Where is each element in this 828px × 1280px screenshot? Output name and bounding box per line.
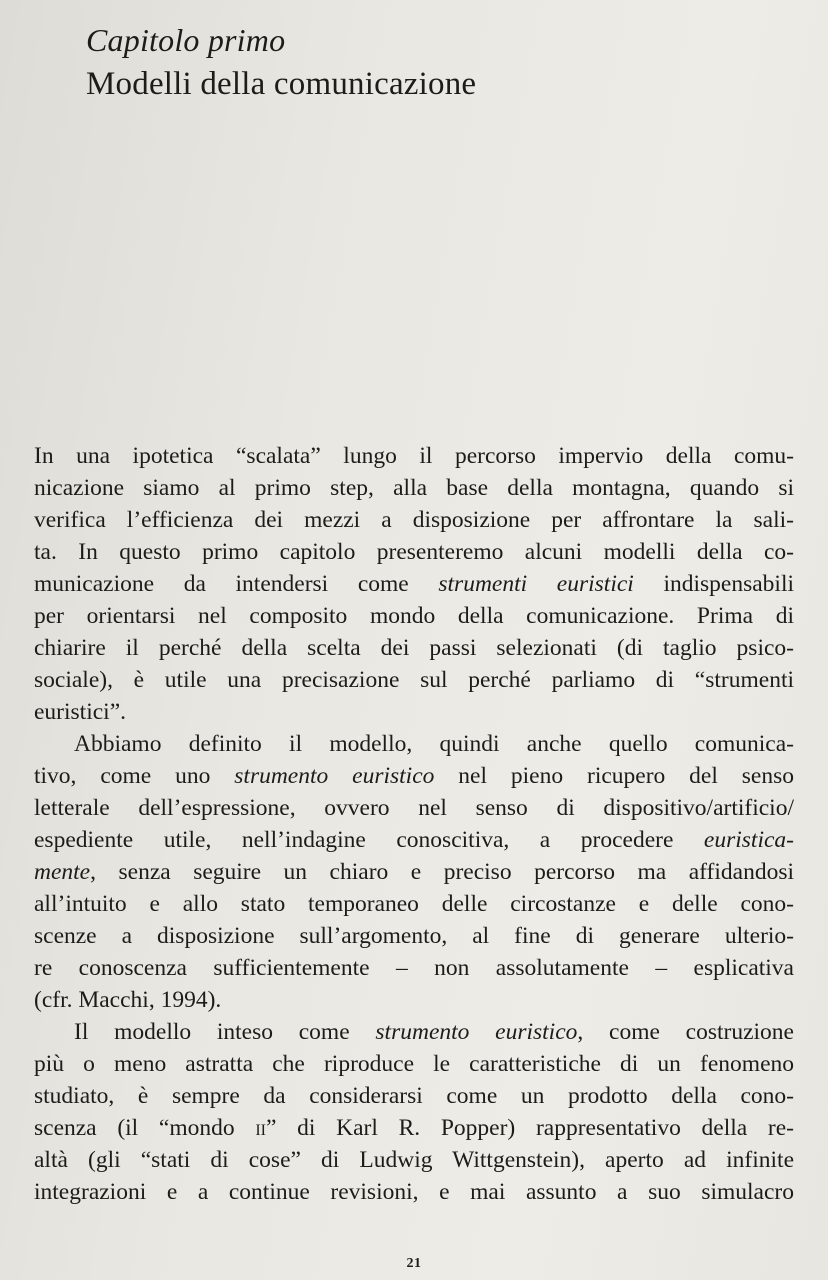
roman-numeral: ii bbox=[255, 1115, 266, 1141]
paragraph-2-line-3: letterale dell’espressione, ovvero nel senso di dispositivo/artificio/ bbox=[34, 795, 794, 821]
paragraph-1-line-4: ta. In questo primo capitolo presenteremo alcuni modelli della co- bbox=[34, 539, 794, 565]
paragraph-3-line-6: integrazioni e a continue revisioni, e mai assunto a suo simulacro bbox=[34, 1179, 794, 1205]
paragraph-2-line-6: all’intuito e allo stato temporaneo delle circostanze e delle cono- bbox=[34, 891, 794, 917]
page-number: 21 bbox=[406, 1256, 422, 1271]
italic-term: strumenti euristici bbox=[438, 571, 634, 597]
paragraph-1-line-8: sociale), è utile una precisazione sul perché parliamo di “strumenti bbox=[34, 667, 794, 693]
paragraph-3-line-5: altà (gli “stati di cose” di Ludwig Wittgenstein), aperto ad infinite bbox=[34, 1147, 794, 1173]
text-run: , come costruzione bbox=[577, 1019, 794, 1045]
text-run: indispensabili bbox=[633, 571, 794, 597]
text-run: , senza seguire un chiaro e preciso percorso ma affidandosi bbox=[90, 859, 794, 885]
paragraph-1-line-6: per orientarsi nel composito mondo della comunicazione. Prima di bbox=[34, 603, 794, 629]
paragraph-1-line-5 bbox=[34, 568, 794, 600]
text-run: espediente utile, nell’indagine conoscitiva, a procedere bbox=[34, 827, 704, 853]
paragraph-3-line-1 bbox=[74, 1016, 794, 1048]
paragraph-3-line-3: studiato, è sempre da considerarsi come un prodotto della cono- bbox=[34, 1083, 794, 1109]
italic-term: mente bbox=[34, 859, 91, 885]
paragraph-3-line-2: più o meno astratta che riproduce le caratteristiche di un fenomeno bbox=[34, 1051, 794, 1077]
text-run: ” di Karl R. Popper) rappresentativo della re- bbox=[266, 1115, 794, 1141]
text-run: nel pieno ricupero del senso bbox=[434, 763, 795, 789]
paragraph-2-line-4 bbox=[34, 824, 794, 856]
paragraph-3-line-4 bbox=[34, 1112, 794, 1144]
paragraph-1-line-1: In una ipotetica “scalata” lungo il percorso impervio della comu- bbox=[34, 443, 794, 469]
text-run: tivo, come uno bbox=[34, 763, 235, 789]
chapter-title: Modelli della comunicazione bbox=[86, 66, 477, 102]
paragraph-1-line-9: euristici”. bbox=[34, 699, 127, 725]
paragraph-2-line-2 bbox=[34, 760, 794, 792]
paragraph-2-line-8: re conoscenza sufficientemente – non assolutamente – esplicativa bbox=[34, 955, 794, 981]
italic-term: strumento euristico bbox=[375, 1019, 578, 1045]
text-run: scenza (il “mondo bbox=[34, 1115, 256, 1141]
paragraph-2-line-7: scenze a disposizione sull’argomento, al fine di generare ulterio- bbox=[34, 923, 794, 949]
paragraph-2-line-9: (cfr. Macchi, 1994). bbox=[34, 987, 222, 1013]
italic-term: euristica- bbox=[703, 827, 794, 853]
text-run: municazione da intendersi come bbox=[34, 571, 439, 597]
paragraph-2-line-1: Abbiamo definito il modello, quindi anche quello comunica- bbox=[74, 731, 794, 757]
chapter-label: Capitolo primo bbox=[86, 22, 286, 58]
paragraph-2-line-5 bbox=[34, 856, 794, 888]
italic-term: strumento euristico bbox=[234, 763, 435, 789]
text-run: Il modello inteso come bbox=[74, 1019, 376, 1045]
paragraph-1-line-2: nicazione siamo al primo step, alla base della montagna, quando si bbox=[34, 475, 794, 501]
paragraph-1-line-7: chiarire il perché della scelta dei passi selezionati (di taglio psico- bbox=[34, 635, 794, 661]
paragraph-1-line-3: verifica l’efficienza dei mezzi a disposizione per affrontare la sali- bbox=[34, 507, 794, 533]
